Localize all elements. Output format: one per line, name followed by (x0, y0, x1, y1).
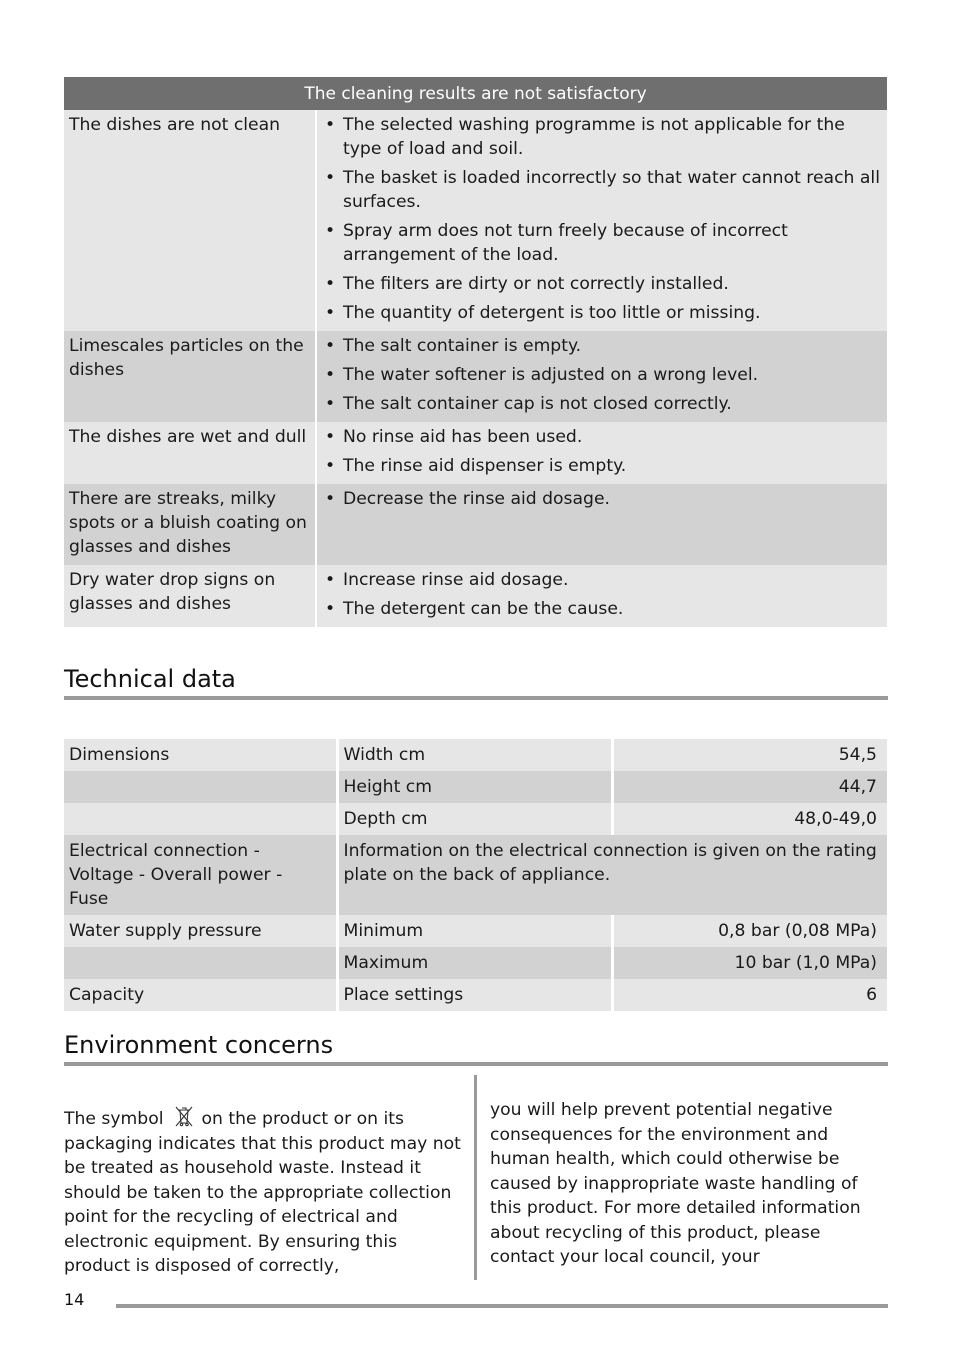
table-row (64, 947, 887, 979)
technical-data-table (64, 739, 887, 1011)
spec-value: 0,8 bar (0,08 MPa) (612, 915, 887, 947)
list-item: • The detergent can be the cause. (323, 597, 883, 621)
spec-value: 6 (612, 979, 887, 1011)
table-row (64, 915, 887, 947)
table-row (64, 331, 887, 422)
column-divider (474, 1075, 477, 1280)
list-item: • The water softener is adjusted on a wrong level. (323, 363, 883, 387)
problem-cell: Limescales particles on the dishes (64, 331, 316, 422)
table-row (64, 484, 887, 565)
environment-title: Environment concerns (64, 1030, 888, 1066)
list-item: • Increase rinse aid dosage. (323, 568, 883, 592)
problem-cell: Dry water drop signs on glasses and dishes (64, 565, 316, 627)
table-row (64, 803, 887, 835)
list-item: • Decrease the rinse aid dosage. (323, 487, 883, 511)
page-number: 14 (64, 1290, 85, 1309)
spec-label: Capacity (64, 979, 337, 1011)
problem-cell: There are streaks, milky spots or a bluish coating on glasses and dishes (64, 484, 316, 565)
spec-param: Minimum (337, 915, 612, 947)
list-item: • The salt container is empty. (323, 334, 883, 358)
spec-value: 54,5 (612, 739, 887, 771)
spec-param: Width cm (337, 739, 612, 771)
spec-value: 44,7 (612, 771, 887, 803)
cause-cell (316, 110, 887, 331)
spec-label (64, 771, 337, 803)
list-item: • Spray arm does not turn freely because of incorrect arrangement of the load. (323, 219, 883, 267)
spec-param: Height cm (337, 771, 612, 803)
spec-param: Place settings (337, 979, 612, 1011)
list-item: • The filters are dirty or not correctly installed. (323, 272, 883, 296)
spec-label (64, 803, 337, 835)
list-item: • The salt container cap is not closed correctly. (323, 392, 883, 416)
table-row (64, 771, 887, 803)
spec-param: Maximum (337, 947, 612, 979)
symbol-description-text: on the product or on its packaging indicates that this product may not be treated as household waste. Instead it should be taken to the appropriate collection point for the recycling of electrical and electronic equipment. By ensuring this product is disposed of correctly, (64, 1109, 461, 1276)
spec-label: Water supply pressure (64, 915, 337, 947)
list-item: • The quantity of detergent is too little or missing. (323, 301, 883, 325)
crossed-out-wheelie-bin-icon (172, 1104, 196, 1128)
spec-label: Electrical connection - Voltage - Overall power - Fuse (64, 835, 337, 915)
list-item: • The rinse aid dispenser is empty. (323, 454, 883, 478)
problem-cell: The dishes are not clean (64, 110, 316, 331)
cause-cell (316, 484, 887, 565)
list-item: • No rinse aid has been used. (323, 425, 883, 449)
table-row (64, 979, 887, 1011)
spec-label: Dimensions (64, 739, 337, 771)
spec-param: Depth cm (337, 803, 612, 835)
table-row (64, 110, 887, 331)
cause-cell (316, 422, 887, 484)
list-item: • The basket is loaded incorrectly so that water cannot reach all surfaces. (323, 166, 883, 214)
spec-info: Information on the electrical connection is given on the rating plate on the back of appliance. (337, 835, 887, 915)
table-row (64, 739, 887, 771)
table-row (64, 565, 887, 627)
spec-label (64, 947, 337, 979)
symbol-intro-text: The symbol (64, 1109, 164, 1129)
spec-value: 48,0-49,0 (612, 803, 887, 835)
footer-rule (116, 1304, 888, 1308)
environment-text-right: you will help prevent potential negative consequences for the environment and human health, which could otherwise be caused by inappropriate waste handling of this product. For more detailed information about recycling of this product, please contact your local council, your (490, 1100, 861, 1267)
troubleshooting-header: The cleaning results are not satisfactory (64, 77, 887, 110)
cause-cell (316, 565, 887, 627)
technical-data-title: Technical data (64, 664, 888, 700)
cause-cell (316, 331, 887, 422)
spec-value: 10 bar (1,0 MPa) (612, 947, 887, 979)
environment-text-left (64, 1104, 464, 1279)
problem-cell: The dishes are wet and dull (64, 422, 316, 484)
table-row (64, 835, 887, 915)
table-row (64, 422, 887, 484)
troubleshooting-table (64, 77, 887, 627)
list-item: • The selected washing programme is not applicable for the type of load and soil. (323, 113, 883, 161)
